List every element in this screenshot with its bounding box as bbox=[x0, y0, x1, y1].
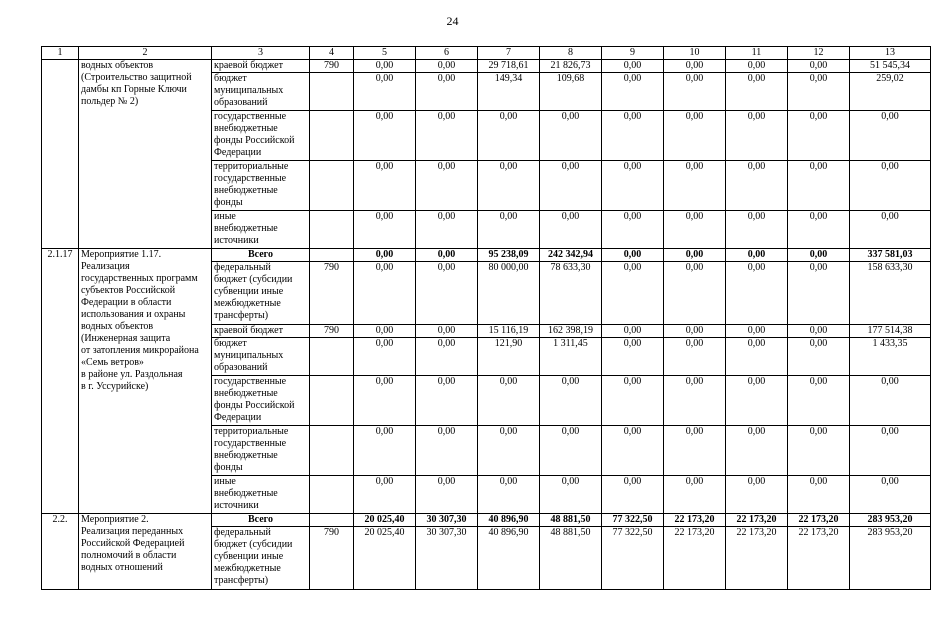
funding-source: государственные внебюджетные фонды Российской Федерации bbox=[212, 376, 310, 426]
value-cell: 0,00 bbox=[726, 338, 788, 376]
value-cell: 0,00 bbox=[416, 249, 478, 262]
value-cell: 177 514,38 bbox=[850, 325, 931, 338]
column-header: 11 bbox=[726, 47, 788, 60]
value-cell: 0,00 bbox=[726, 262, 788, 325]
funding-source: иные внебюджетные источники bbox=[212, 476, 310, 514]
value-cell: 0,00 bbox=[664, 325, 726, 338]
value-cell: 0,00 bbox=[602, 262, 664, 325]
value-cell: 0,00 bbox=[354, 73, 416, 111]
value-cell: 0,00 bbox=[416, 111, 478, 161]
value-cell: 0,00 bbox=[788, 262, 850, 325]
value-cell: 0,00 bbox=[354, 376, 416, 426]
value-cell: 0,00 bbox=[602, 338, 664, 376]
value-cell: 22 173,20 bbox=[664, 514, 726, 527]
value-cell: 0,00 bbox=[478, 161, 540, 211]
value-cell: 121,90 bbox=[478, 338, 540, 376]
value-cell: 0,00 bbox=[664, 73, 726, 111]
value-cell: 95 238,09 bbox=[478, 249, 540, 262]
value-cell: 0,00 bbox=[540, 476, 602, 514]
value-cell: 0,00 bbox=[664, 426, 726, 476]
value-cell: 0,00 bbox=[788, 60, 850, 73]
value-cell: 0,00 bbox=[416, 376, 478, 426]
value-cell: 48 881,50 bbox=[540, 514, 602, 527]
value-cell: 29 718,61 bbox=[478, 60, 540, 73]
budget-code: 790 bbox=[310, 527, 354, 590]
value-cell: 0,00 bbox=[850, 476, 931, 514]
value-cell: 40 896,90 bbox=[478, 514, 540, 527]
funding-source: бюджет муниципальных образований bbox=[212, 338, 310, 376]
value-cell: 30 307,30 bbox=[416, 514, 478, 527]
value-cell: 0,00 bbox=[416, 211, 478, 249]
column-header: 8 bbox=[540, 47, 602, 60]
value-cell: 0,00 bbox=[726, 73, 788, 111]
value-cell: 0,00 bbox=[602, 161, 664, 211]
budget-code bbox=[310, 426, 354, 476]
value-cell: 1 311,45 bbox=[540, 338, 602, 376]
value-cell: 0,00 bbox=[726, 211, 788, 249]
value-cell: 0,00 bbox=[602, 376, 664, 426]
value-cell: 0,00 bbox=[664, 249, 726, 262]
item-description: Мероприятие 1.17. Реализация государственных программ субъектов Российской Федерации в области использования и охраны водных объектов (Инженерная защита от затопления микрорайона «Семь ветров» в районе ул. Раздольная в г. Уссурийске) bbox=[79, 249, 212, 514]
value-cell: 0,00 bbox=[416, 338, 478, 376]
value-cell: 0,00 bbox=[850, 376, 931, 426]
value-cell: 337 581,03 bbox=[850, 249, 931, 262]
value-cell: 149,34 bbox=[478, 73, 540, 111]
value-cell: 0,00 bbox=[602, 426, 664, 476]
value-cell: 0,00 bbox=[788, 211, 850, 249]
value-cell: 0,00 bbox=[788, 73, 850, 111]
value-cell: 0,00 bbox=[664, 161, 726, 211]
value-cell: 0,00 bbox=[850, 111, 931, 161]
value-cell: 48 881,50 bbox=[540, 527, 602, 590]
item-description: Мероприятие 2. Реализация переданных Российской Федерацией полномочий в области водных отношений bbox=[79, 514, 212, 590]
value-cell: 259,02 bbox=[850, 73, 931, 111]
value-cell: 77 322,50 bbox=[602, 527, 664, 590]
value-cell: 0,00 bbox=[354, 325, 416, 338]
value-cell: 0,00 bbox=[788, 476, 850, 514]
value-cell: 0,00 bbox=[788, 325, 850, 338]
value-cell: 0,00 bbox=[788, 111, 850, 161]
column-header: 6 bbox=[416, 47, 478, 60]
funding-source: Всего bbox=[212, 514, 310, 527]
value-cell: 0,00 bbox=[664, 111, 726, 161]
value-cell: 0,00 bbox=[416, 262, 478, 325]
table-row bbox=[42, 249, 931, 262]
funding-source: государственные внебюджетные фонды Российской Федерации bbox=[212, 111, 310, 161]
budget-code bbox=[310, 111, 354, 161]
value-cell: 0,00 bbox=[726, 249, 788, 262]
value-cell: 283 953,20 bbox=[850, 527, 931, 590]
column-header: 1 bbox=[42, 47, 79, 60]
funding-source: Всего bbox=[212, 249, 310, 262]
value-cell: 0,00 bbox=[788, 338, 850, 376]
value-cell: 0,00 bbox=[416, 476, 478, 514]
budget-code: 790 bbox=[310, 325, 354, 338]
value-cell: 0,00 bbox=[540, 111, 602, 161]
table-row bbox=[42, 514, 931, 527]
column-header: 4 bbox=[310, 47, 354, 60]
value-cell: 283 953,20 bbox=[850, 514, 931, 527]
column-header: 7 bbox=[478, 47, 540, 60]
value-cell: 0,00 bbox=[726, 426, 788, 476]
value-cell: 0,00 bbox=[664, 338, 726, 376]
value-cell: 0,00 bbox=[416, 161, 478, 211]
funding-source: федеральный бюджет (субсидии субвенции иные межбюджетные трансферты) bbox=[212, 262, 310, 325]
value-cell: 0,00 bbox=[354, 249, 416, 262]
column-header: 5 bbox=[354, 47, 416, 60]
value-cell: 0,00 bbox=[788, 161, 850, 211]
column-header: 3 bbox=[212, 47, 310, 60]
value-cell: 0,00 bbox=[788, 249, 850, 262]
item-index bbox=[42, 60, 79, 249]
value-cell: 0,00 bbox=[602, 325, 664, 338]
budget-code bbox=[310, 476, 354, 514]
table-row bbox=[42, 60, 931, 73]
budget-code bbox=[310, 338, 354, 376]
value-cell: 0,00 bbox=[478, 476, 540, 514]
value-cell: 0,00 bbox=[850, 426, 931, 476]
page-number: 24 bbox=[446, 14, 459, 28]
value-cell: 15 116,19 bbox=[478, 325, 540, 338]
value-cell: 0,00 bbox=[726, 161, 788, 211]
funding-source: краевой бюджет bbox=[212, 325, 310, 338]
value-cell: 77 322,50 bbox=[602, 514, 664, 527]
item-description: водных объектов (Строительство защитной дамбы кп Горные Ключи польдер № 2) bbox=[79, 60, 212, 249]
value-cell: 0,00 bbox=[540, 426, 602, 476]
funding-source: бюджет муниципальных образований bbox=[212, 73, 310, 111]
budget-table bbox=[41, 46, 931, 590]
value-cell: 109,68 bbox=[540, 73, 602, 111]
value-cell: 0,00 bbox=[602, 211, 664, 249]
funding-source: краевой бюджет bbox=[212, 60, 310, 73]
value-cell: 0,00 bbox=[850, 161, 931, 211]
value-cell: 80 000,00 bbox=[478, 262, 540, 325]
budget-code bbox=[310, 249, 354, 262]
budget-code: 790 bbox=[310, 60, 354, 73]
value-cell: 0,00 bbox=[726, 325, 788, 338]
value-cell: 0,00 bbox=[416, 73, 478, 111]
value-cell: 0,00 bbox=[416, 325, 478, 338]
value-cell: 0,00 bbox=[354, 211, 416, 249]
item-index: 2.2. bbox=[42, 514, 79, 590]
table-body bbox=[42, 47, 931, 590]
value-cell: 20 025,40 bbox=[354, 527, 416, 590]
value-cell: 0,00 bbox=[850, 211, 931, 249]
value-cell: 0,00 bbox=[354, 262, 416, 325]
value-cell: 0,00 bbox=[478, 111, 540, 161]
funding-source: иные внебюджетные источники bbox=[212, 211, 310, 249]
value-cell: 242 342,94 bbox=[540, 249, 602, 262]
value-cell: 0,00 bbox=[478, 426, 540, 476]
value-cell: 0,00 bbox=[540, 211, 602, 249]
value-cell: 0,00 bbox=[354, 476, 416, 514]
value-cell: 22 173,20 bbox=[788, 514, 850, 527]
value-cell: 0,00 bbox=[602, 60, 664, 73]
value-cell: 22 173,20 bbox=[788, 527, 850, 590]
column-header: 13 bbox=[850, 47, 931, 60]
value-cell: 22 173,20 bbox=[664, 527, 726, 590]
value-cell: 0,00 bbox=[664, 211, 726, 249]
header-row bbox=[42, 47, 931, 60]
budget-code bbox=[310, 376, 354, 426]
value-cell: 158 633,30 bbox=[850, 262, 931, 325]
value-cell: 0,00 bbox=[788, 376, 850, 426]
budget-code bbox=[310, 211, 354, 249]
budget-code bbox=[310, 514, 354, 527]
value-cell: 0,00 bbox=[354, 60, 416, 73]
value-cell: 0,00 bbox=[664, 476, 726, 514]
value-cell: 51 545,34 bbox=[850, 60, 931, 73]
value-cell: 0,00 bbox=[664, 60, 726, 73]
value-cell: 0,00 bbox=[726, 376, 788, 426]
column-header: 2 bbox=[79, 47, 212, 60]
budget-code bbox=[310, 161, 354, 211]
value-cell: 1 433,35 bbox=[850, 338, 931, 376]
value-cell: 0,00 bbox=[354, 426, 416, 476]
value-cell: 0,00 bbox=[478, 376, 540, 426]
value-cell: 0,00 bbox=[478, 211, 540, 249]
item-index: 2.1.17 bbox=[42, 249, 79, 514]
value-cell: 0,00 bbox=[540, 376, 602, 426]
value-cell: 20 025,40 bbox=[354, 514, 416, 527]
value-cell: 78 633,30 bbox=[540, 262, 602, 325]
value-cell: 0,00 bbox=[354, 338, 416, 376]
value-cell: 30 307,30 bbox=[416, 527, 478, 590]
budget-code: 790 bbox=[310, 262, 354, 325]
value-cell: 162 398,19 bbox=[540, 325, 602, 338]
value-cell: 22 173,20 bbox=[726, 514, 788, 527]
value-cell: 0,00 bbox=[664, 376, 726, 426]
value-cell: 0,00 bbox=[602, 73, 664, 111]
value-cell: 22 173,20 bbox=[726, 527, 788, 590]
funding-source: территориальные государственные внебюджетные фонды bbox=[212, 161, 310, 211]
column-header: 9 bbox=[602, 47, 664, 60]
value-cell: 0,00 bbox=[416, 60, 478, 73]
value-cell: 0,00 bbox=[354, 161, 416, 211]
value-cell: 0,00 bbox=[602, 476, 664, 514]
value-cell: 0,00 bbox=[788, 426, 850, 476]
column-header: 12 bbox=[788, 47, 850, 60]
column-header: 10 bbox=[664, 47, 726, 60]
value-cell: 0,00 bbox=[726, 60, 788, 73]
budget-code bbox=[310, 73, 354, 111]
value-cell: 0,00 bbox=[726, 476, 788, 514]
value-cell: 0,00 bbox=[354, 111, 416, 161]
value-cell: 0,00 bbox=[602, 249, 664, 262]
value-cell: 0,00 bbox=[416, 426, 478, 476]
funding-source: территориальные государственные внебюджетные фонды bbox=[212, 426, 310, 476]
funding-source: федеральный бюджет (субсидии субвенции иные межбюджетные трансферты) bbox=[212, 527, 310, 590]
value-cell: 40 896,90 bbox=[478, 527, 540, 590]
value-cell: 0,00 bbox=[726, 111, 788, 161]
value-cell: 0,00 bbox=[540, 161, 602, 211]
value-cell: 0,00 bbox=[664, 262, 726, 325]
value-cell: 0,00 bbox=[602, 111, 664, 161]
value-cell: 21 826,73 bbox=[540, 60, 602, 73]
